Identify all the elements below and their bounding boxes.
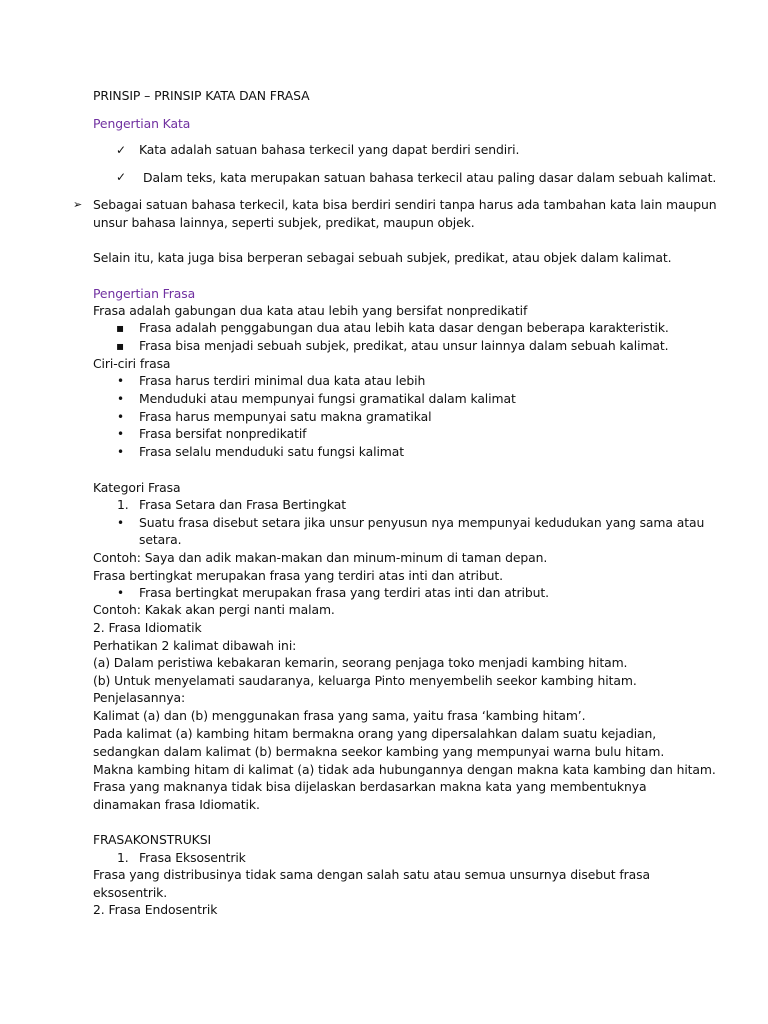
kategori-item-1: Frasa Setara dan Frasa Bertingkat: [139, 497, 346, 512]
heading-pengertian-frasa: Pengertian Frasa: [93, 286, 196, 301]
kata-check-2: Dalam teks, kata merupakan satuan bahasa terkecil atau paling dasar dalam sebuah kalimat.: [143, 170, 717, 185]
bertingkat-text: Frasa bertingkat merupakan frasa yang terdiri atas inti dan atribut.: [93, 568, 503, 583]
penjelasan-line-1: Kalimat (a) dan (b) menggunakan frasa yang sama, yaitu frasa ‘kambing hitam’.: [93, 708, 586, 723]
penjelasan-line-3: sedangkan dalam kalimat (b) bermakna seekor kambing yang mempunyai warna bulu hitam.: [93, 744, 665, 759]
kata-arrow-line-2: unsur bahasa lainnya, seperti subjek, predikat, maupun objek.: [93, 215, 475, 230]
contoh-2: Contoh: Kakak akan pergi nanti malam.: [93, 602, 335, 617]
penjelasan-heading: Penjelasannya:: [93, 690, 186, 705]
square-bullet-icon: ▪: [116, 339, 125, 353]
kata-check-1: Kata adalah satuan bahasa terkecil yang dapat berdiri sendiri.: [139, 142, 520, 157]
square-bullet-icon: ▪: [116, 321, 125, 335]
perhatikan-text: Perhatikan 2 kalimat dibawah ini:: [93, 638, 297, 653]
konstruksi-number-1: 1.: [117, 850, 129, 865]
konstruksi-item-2: 2. Frasa Endosentrik: [93, 902, 218, 917]
frasa-square-item-2: Frasa bisa menjadi sebuah subjek, predikat, atau unsur lainnya dalam sebuah kalimat.: [139, 338, 669, 353]
doc-title: PRINSIP – PRINSIP KATA DAN FRASA: [93, 88, 310, 103]
kategori-heading: Kategori Frasa: [93, 480, 181, 495]
heading-pengertian-kata: Pengertian Kata: [93, 116, 191, 131]
bullet-icon: •: [117, 410, 125, 424]
bullet-icon: •: [117, 427, 125, 441]
eksosentrik-def-line-1: Frasa yang distribusinya tidak sama dengan salah satu atau semua unsurnya disebut frasa: [93, 867, 650, 882]
eksosentrik-def-line-2: eksosentrik.: [93, 885, 168, 900]
frasa-square-item-1: Frasa adalah penggabungan dua atau lebih kata dasar dengan beberapa karakteristik.: [139, 320, 669, 335]
bertingkat-bullet: Frasa bertingkat merupakan frasa yang terdiri atas inti dan atribut.: [139, 585, 549, 600]
bullet-icon: •: [117, 586, 125, 600]
kata-selain-itu: Selain itu, kata juga bisa berperan sebagai sebuah subjek, predikat, atau objek dalam kalimat.: [93, 250, 672, 265]
bullet-icon: •: [117, 445, 125, 459]
example-b: (b) Untuk menyelamati saudaranya, keluarga Pinto menyembelih seekor kambing hitam.: [93, 673, 637, 688]
penjelasan-line-6: dinamakan frasa Idiomatik.: [93, 797, 260, 812]
arrow-bullet-icon: ➢: [73, 198, 83, 211]
bullet-icon: •: [117, 392, 125, 406]
bullet-icon: •: [117, 516, 125, 530]
penjelasan-line-4: Makna kambing hitam di kalimat (a) tidak ada hubungannya dengan makna kata kambing dan hitam.: [93, 762, 716, 777]
bullet-icon: •: [117, 374, 125, 388]
konstruksi-item-1: Frasa Eksosentrik: [139, 850, 246, 865]
kategori-number-1: 1.: [117, 497, 129, 512]
ciri-item: Frasa harus mempunyai satu makna gramatikal: [139, 409, 432, 424]
kategori-item-2: 2. Frasa Idiomatik: [93, 620, 202, 635]
kata-arrow-line-1: Sebagai satuan bahasa terkecil, kata bisa berdiri sendiri tanpa harus ada tambahan kata lain maupun: [93, 197, 717, 212]
ciri-item: Frasa bersifat nonpredikatif: [139, 426, 307, 441]
ciri-heading: Ciri-ciri frasa: [93, 356, 171, 371]
penjelasan-line-5: Frasa yang maknanya tidak bisa dijelaskan berdasarkan makna kata yang membentuknya: [93, 779, 647, 794]
contoh-1: Contoh: Saya dan adik makan-makan dan minum-minum di taman depan.: [93, 550, 548, 565]
ciri-item: Menduduki atau mempunyai fungsi gramatikal dalam kalimat: [139, 391, 516, 406]
check-icon: ✓: [116, 170, 127, 184]
penjelasan-line-2: Pada kalimat (a) kambing hitam bermakna orang yang dipersalahkan dalam suatu kejadian,: [93, 726, 657, 741]
konstruksi-heading: FRASAKONSTRUKSI: [93, 832, 212, 847]
frasa-definition: Frasa adalah gabungan dua kata atau lebih yang bersifat nonpredikatif: [93, 303, 528, 318]
ciri-item: Frasa harus terdiri minimal dua kata atau lebih: [139, 373, 426, 388]
setara-line-1: Suatu frasa disebut setara jika unsur penyusun nya mempunyai kedudukan yang sama atau: [139, 515, 705, 530]
ciri-item: Frasa selalu menduduki satu fungsi kalimat: [139, 444, 405, 459]
check-icon: ✓: [116, 143, 127, 157]
setara-line-2: setara.: [139, 532, 182, 547]
example-a: (a) Dalam peristiwa kebakaran kemarin, seorang penjaga toko menjadi kambing hitam.: [93, 655, 628, 670]
